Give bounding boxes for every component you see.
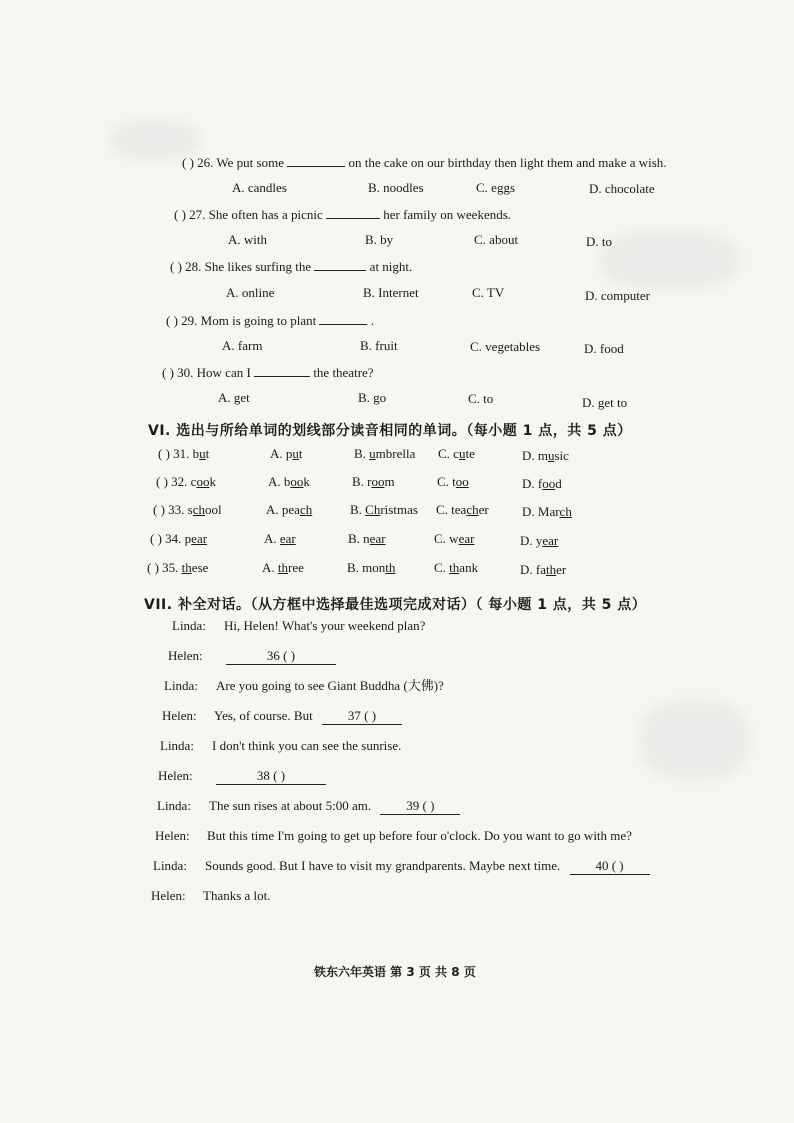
phonics-option[interactable]: C. too <box>437 474 469 489</box>
answer-blank[interactable] <box>314 258 366 271</box>
phonics-question <box>156 474 216 490</box>
dialogue-text: But this time I'm going to get up before four o'clock. Do you want to go with me? <box>207 828 632 843</box>
question-number: ( ) 34. <box>150 531 185 546</box>
option-c[interactable]: C. eggs <box>476 180 515 195</box>
phonics-option[interactable]: A. ear <box>264 531 296 546</box>
option-a[interactable]: A. online <box>226 285 275 300</box>
target-word: but <box>192 446 210 461</box>
option-c[interactable]: C. about <box>474 232 519 247</box>
dialogue-answer-blank[interactable]: 38 ( ) <box>216 768 326 785</box>
option-d[interactable]: D. chocolate <box>589 181 655 196</box>
dialogue-line <box>160 738 401 754</box>
question-stem: ( ) 29. Mom is going to plant <box>166 313 317 328</box>
answer-blank[interactable] <box>254 364 310 377</box>
speaker-name: Helen: <box>151 888 186 903</box>
phonics-option[interactable]: D. year <box>520 533 559 548</box>
question-number: ( ) 32. <box>156 474 191 489</box>
option-d[interactable]: D. computer <box>585 288 650 303</box>
question-stem-end: . <box>370 313 374 328</box>
dialogue-answer-blank[interactable]: 40 ( ) <box>570 858 650 875</box>
dialogue-text: Are you going to see Giant Buddha (大佛)? <box>216 678 444 693</box>
target-word: pear <box>184 531 208 546</box>
option-b[interactable]: B. fruit <box>360 338 398 353</box>
question-26 <box>182 154 667 171</box>
question-stem-end: the theatre? <box>313 365 374 380</box>
speaker-name: Helen: <box>158 768 193 783</box>
dialogue-line <box>151 888 271 904</box>
phonics-option[interactable]: C. wear <box>434 531 475 546</box>
section-6-title: VI. 选出与所给单词的划线部分读音相同的单词。（每小题 1 点，共 5 点） <box>148 423 632 439</box>
phonics-option[interactable]: A. book <box>268 474 310 489</box>
question-stem: ( ) 27. She often has a picnic <box>174 207 323 222</box>
question-30 <box>162 364 374 381</box>
phonics-question <box>147 560 208 576</box>
speaker-name: Helen: <box>162 708 197 723</box>
question-stem: ( ) 28. She likes surfing the <box>170 259 312 274</box>
question-number: ( ) 35. <box>147 560 182 575</box>
option-d[interactable]: D. to <box>586 234 612 249</box>
speaker-name: Linda: <box>172 618 206 633</box>
scan-smudge <box>640 700 750 780</box>
dialogue-text: The sun rises at about 5:00 am. <box>209 798 375 813</box>
phonics-option[interactable]: B. room <box>352 474 395 489</box>
option-d[interactable]: D. food <box>584 341 624 356</box>
phonics-option[interactable]: C. cute <box>438 446 475 461</box>
option-a[interactable]: A. candles <box>232 180 287 195</box>
dialogue-answer-blank[interactable]: 39 ( ) <box>380 798 460 815</box>
speaker-name: Helen: <box>155 828 190 843</box>
dialogue-line <box>172 618 425 634</box>
question-stem: ( ) 30. How can I <box>162 365 251 380</box>
phonics-option[interactable]: B. month <box>347 560 396 575</box>
phonics-option[interactable]: D. father <box>520 562 567 577</box>
phonics-option[interactable]: C. teacher <box>436 502 489 517</box>
speaker-name: Linda: <box>160 738 194 753</box>
scan-smudge <box>600 230 740 290</box>
question-number: ( ) 31. <box>158 446 193 461</box>
dialogue-text: I don't think you can see the sunrise. <box>212 738 402 753</box>
phonics-question <box>150 531 207 547</box>
phonics-question <box>158 446 209 462</box>
target-word: these <box>181 560 209 575</box>
option-c[interactable]: C. to <box>468 391 494 406</box>
option-c[interactable]: C. TV <box>472 285 505 300</box>
question-stem-end: her family on weekends. <box>383 207 512 222</box>
option-b[interactable]: B. go <box>358 390 387 405</box>
target-word: school <box>187 502 222 517</box>
question-number: ( ) 33. <box>153 502 188 517</box>
page-footer: 铁东六年英语 第 3 页 共 8 页 <box>314 965 476 979</box>
phonics-option[interactable]: D. music <box>522 448 569 463</box>
option-a[interactable]: A. farm <box>222 338 263 353</box>
question-29 <box>166 312 374 329</box>
phonics-option[interactable]: D. food <box>522 476 562 491</box>
phonics-option[interactable]: A. peach <box>266 502 313 517</box>
dialogue-answer-blank[interactable]: 36 ( ) <box>226 648 336 665</box>
phonics-option[interactable]: B. Christmas <box>350 502 418 517</box>
dialogue-line <box>168 648 336 665</box>
speaker-name: Helen: <box>168 648 203 663</box>
question-27 <box>174 206 511 223</box>
dialogue-line <box>155 828 632 844</box>
phonics-option[interactable]: D. March <box>522 504 572 519</box>
answer-blank[interactable] <box>326 206 380 219</box>
section-7-title: VII. 补全对话。（从方框中选择最佳选项完成对话）（ 每小题 1 点，共 5 点） <box>144 597 647 613</box>
dialogue-text: Yes, of course. But <box>214 708 316 723</box>
option-b[interactable]: B. noodles <box>368 180 424 195</box>
speaker-name: Linda: <box>157 798 191 813</box>
option-a[interactable]: A. with <box>228 232 267 247</box>
target-word: cook <box>190 474 216 489</box>
option-b[interactable]: B. Internet <box>363 285 419 300</box>
dialogue-text: Sounds good. But I have to visit my grandparents. Maybe next time. <box>205 858 564 873</box>
option-a[interactable]: A. get <box>218 390 250 405</box>
dialogue-text: Thanks a lot. <box>203 888 271 903</box>
speaker-name: Linda: <box>153 858 187 873</box>
phonics-option[interactable]: A. three <box>262 560 304 575</box>
answer-blank[interactable] <box>287 154 345 167</box>
dialogue-line <box>158 768 326 785</box>
question-stem-end: at night. <box>369 259 413 274</box>
question-stem-end: on the cake on our birthday then light them and make a wish. <box>348 155 667 170</box>
question-stem: ( ) 26. We put some <box>182 155 284 170</box>
phonics-question <box>153 502 222 518</box>
question-28 <box>170 258 412 275</box>
dialogue-answer-blank[interactable]: 37 ( ) <box>322 708 402 725</box>
dialogue-line <box>164 678 444 694</box>
option-b[interactable]: B. by <box>365 232 394 247</box>
option-c[interactable]: C. vegetables <box>470 339 541 354</box>
option-d[interactable]: D. get to <box>582 395 628 410</box>
answer-blank[interactable] <box>319 312 367 325</box>
phonics-option[interactable]: B. umbrella <box>354 446 416 461</box>
dialogue-text: Hi, Helen! What's your weekend plan? <box>224 618 426 633</box>
dialogue-line <box>153 858 650 875</box>
phonics-option[interactable]: B. near <box>348 531 386 546</box>
phonics-option[interactable]: A. put <box>270 446 303 461</box>
dialogue-line <box>162 708 402 725</box>
phonics-option[interactable]: C. thank <box>434 560 479 575</box>
dialogue-line <box>157 798 460 815</box>
speaker-name: Linda: <box>164 678 198 693</box>
